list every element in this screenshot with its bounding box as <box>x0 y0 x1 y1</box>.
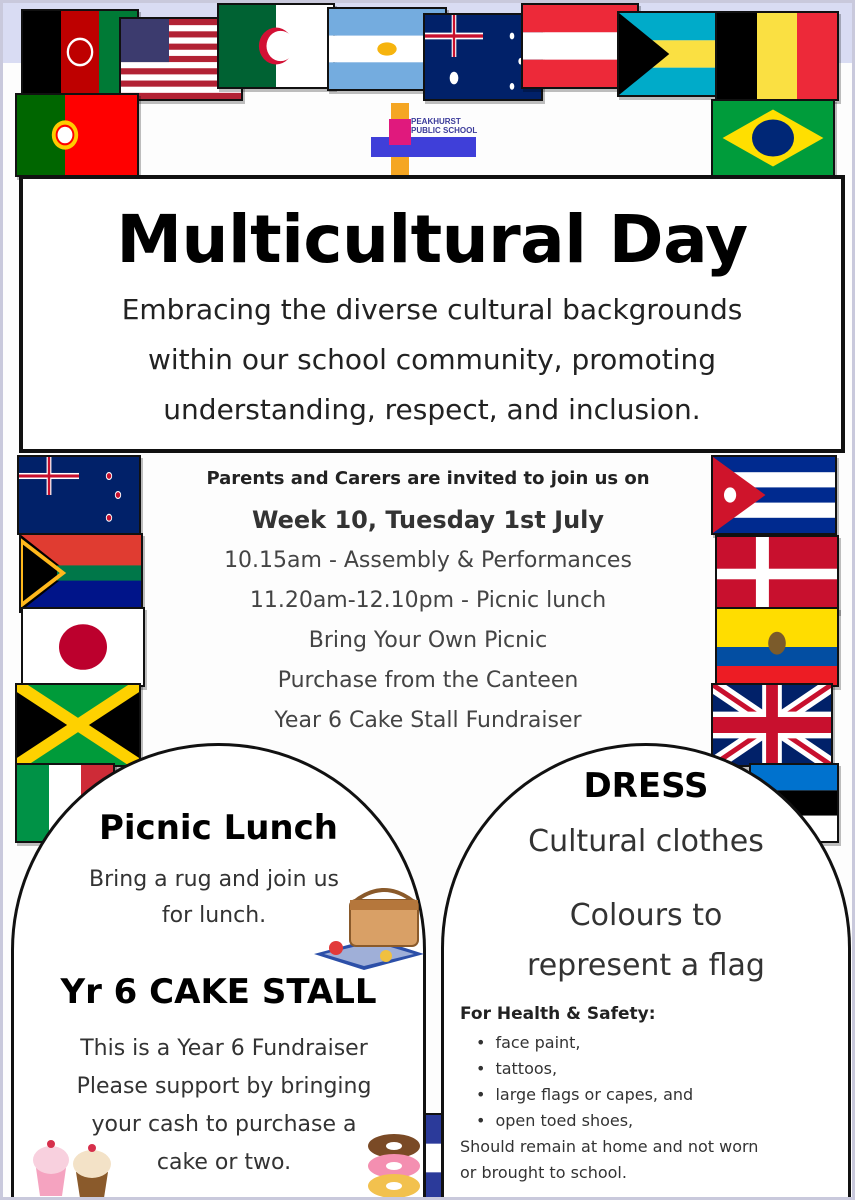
school-name-line2: PUBLIC SCHOOL <box>411 126 478 135</box>
dress-arch <box>441 743 851 1200</box>
dress-line-flag: represent a flag <box>527 948 765 983</box>
flag-denmark <box>715 535 839 613</box>
list-item: • open toed shoes, <box>476 1108 840 1134</box>
school-name-line1: PEAKHURST <box>411 117 461 126</box>
dress-title: DRESS <box>583 766 709 806</box>
school-logo <box>371 103 481 175</box>
list-item: • face paint, <box>476 1030 840 1056</box>
picnic-arch <box>11 743 426 1200</box>
health-safety-list <box>460 1030 840 1134</box>
page-title: Multicultural Day <box>116 201 748 278</box>
flag-south-africa <box>19 533 143 613</box>
flag-algeria <box>217 3 335 89</box>
event-date: Week 10, Tuesday 1st July <box>251 506 605 534</box>
flag-cuba <box>711 455 837 535</box>
flag-brazil <box>711 99 835 177</box>
cupcakes-icon <box>30 1130 120 1200</box>
flag-jamaica <box>15 683 141 767</box>
health-safety-note: or brought to school. <box>460 1163 627 1182</box>
invite-lead: Parents and Carers are invited to join us on <box>206 468 650 489</box>
subtitle-line: Embracing the diverse cultural backgrounds <box>121 293 743 326</box>
flag-ecuador <box>715 607 839 687</box>
health-safety <box>460 1004 840 1186</box>
invitation <box>143 459 713 741</box>
schedule-line: Bring Your Own Picnic <box>308 628 548 653</box>
picnic-text-line: Bring a rug and join us <box>89 867 339 892</box>
list-item: • tattoos, <box>476 1056 840 1082</box>
subtitle-line: within our school community, promoting <box>148 343 716 376</box>
schedule-line: Purchase from the Canteen <box>277 668 579 693</box>
subtitle-line: understanding, respect, and inclusion. <box>163 393 701 426</box>
dress-line-cultural: Cultural clothes <box>528 824 764 859</box>
schedule-line: Year 6 Cake Stall Fundraiser <box>274 708 582 733</box>
title-box <box>19 175 845 453</box>
flag-united-kingdom <box>711 683 833 767</box>
flag-new-zealand <box>17 455 141 535</box>
picnic-basket-icon <box>314 882 424 972</box>
schedule-line: 10.15am - Assembly & Performances <box>224 548 632 573</box>
picnic-title: Picnic Lunch <box>98 808 338 848</box>
cake-stall-line: cake or two. <box>156 1150 292 1175</box>
donuts-icon <box>362 1130 426 1200</box>
health-safety-note: Should remain at home and not worn <box>460 1137 759 1156</box>
subtitle <box>23 285 841 435</box>
cake-stall-line: your cash to purchase a <box>91 1112 357 1137</box>
flag-portugal <box>15 93 139 177</box>
picnic-text-line: for lunch. <box>161 903 267 928</box>
health-safety-title: For Health & Safety: <box>460 1004 656 1024</box>
dress-line-colours: Colours to <box>569 898 723 933</box>
flag-japan <box>21 607 145 687</box>
flag-belgium <box>715 11 839 101</box>
list-item: • large flags or capes, and <box>476 1082 840 1108</box>
schedule-line: 11.20am-12.10pm - Picnic lunch <box>249 588 607 613</box>
cake-stall-title: Yr 6 CAKE STALL <box>60 972 377 1012</box>
cake-stall-line: Please support by bringing <box>76 1074 372 1099</box>
cake-stall-line: This is a Year 6 Fundraiser <box>80 1036 368 1061</box>
